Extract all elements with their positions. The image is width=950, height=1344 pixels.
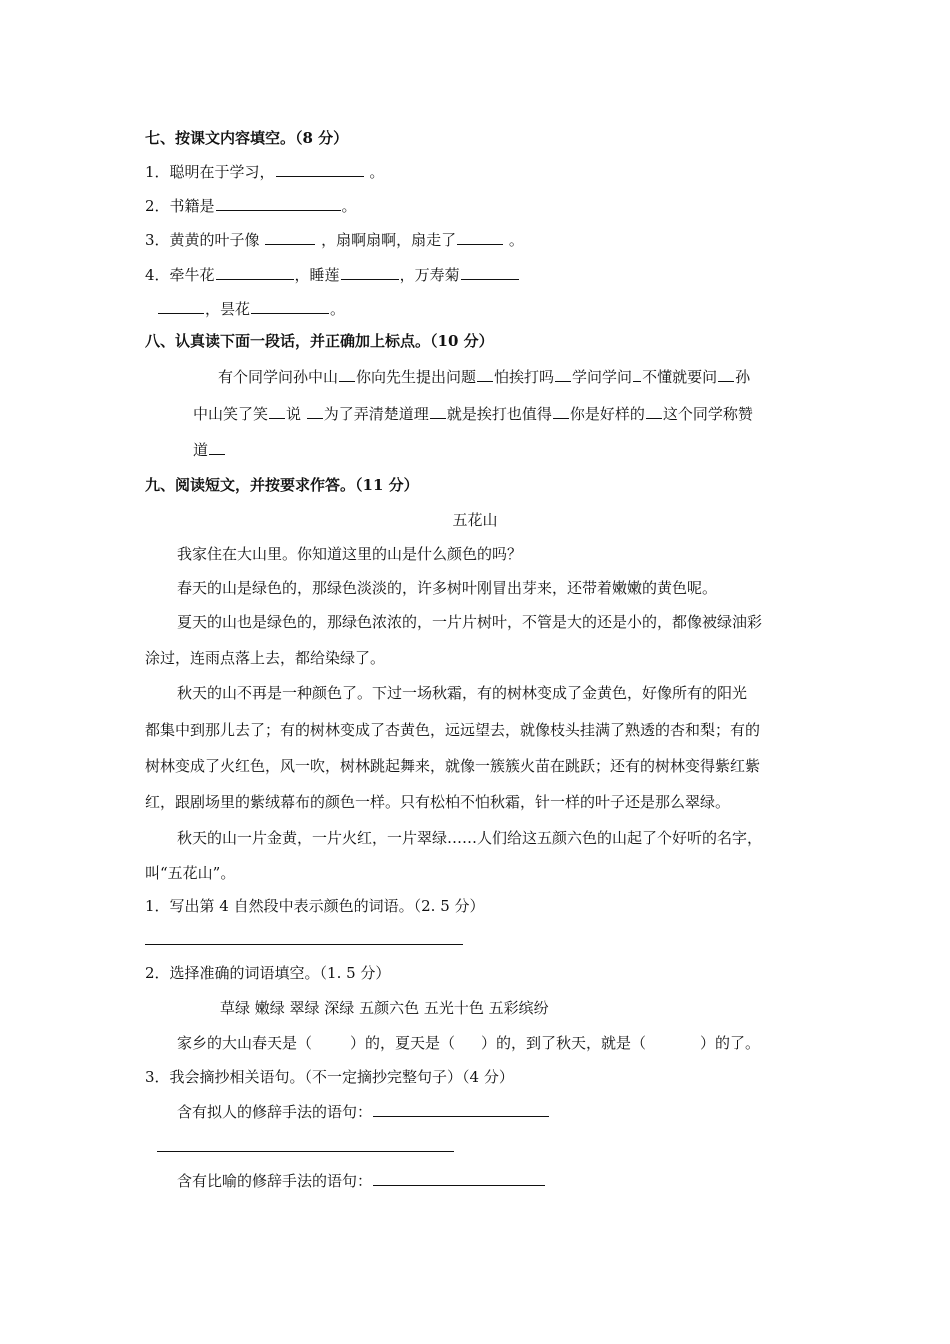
sec7-q4 xyxy=(145,265,520,285)
story-para-5-line-1: 秋天的山一片金黄，一片火红，一片翠绿……人们给这五颜六色的山起了个好听的名字， xyxy=(177,829,763,847)
sec8-seg: 你向先生提出问题 xyxy=(356,368,477,386)
punct: 。 xyxy=(330,300,346,318)
answer-blank[interactable] xyxy=(216,196,341,211)
answer-blank[interactable] xyxy=(265,230,315,245)
punct-blank[interactable] xyxy=(646,404,662,419)
punct-blank[interactable] xyxy=(269,404,285,419)
section-9-title: 九、阅读短文，并按要求作答。（11 分） xyxy=(145,476,419,494)
punct-blank[interactable] xyxy=(209,440,225,455)
sec8-seg: 有个同学问孙中山 xyxy=(218,368,339,386)
sec7-q2 xyxy=(145,196,357,216)
q3-label: 含有拟人的修辞手法的语句： xyxy=(177,1103,373,1121)
answer-blank[interactable] xyxy=(276,162,364,177)
story-para-3-line-1: 夏天的山也是绿色的，那绿色浓浓的，一片片树叶，不管是大的还是小的，都像被绿油彩 xyxy=(177,613,763,631)
sec9-q1: 1．写出第 4 自然段中表示颜色的词语。（2. 5 分） xyxy=(145,897,485,915)
punct: 。 xyxy=(369,163,385,181)
q3-label: 含有比喻的修辞手法的语句： xyxy=(177,1172,373,1190)
punct-blank[interactable] xyxy=(339,367,355,382)
sec8-seg: 说 xyxy=(286,405,306,423)
sec8-seg: 你是好样的 xyxy=(569,405,645,423)
q2-seg: ）的了。 xyxy=(700,1034,761,1052)
answer-blank[interactable] xyxy=(373,1171,545,1186)
q2-seg: 家乡的大山春天是（ xyxy=(177,1034,313,1052)
sec7-q4-b: ，万寿菊 xyxy=(399,266,460,284)
sec8-seg: 孙 xyxy=(735,368,751,386)
sec7-q4-cont xyxy=(157,299,345,319)
answer-blank[interactable] xyxy=(158,299,204,314)
sec9-q2: 2．选择准确的词语填空。（1. 5 分） xyxy=(145,964,391,982)
answer-blank[interactable] xyxy=(216,265,294,280)
sec9-q3-personification xyxy=(177,1102,550,1122)
sec7-q3 xyxy=(145,230,524,250)
punct: 。 xyxy=(341,197,357,215)
sec8-line-2 xyxy=(193,404,753,424)
sec7-q1-text: 1．聪明在于学习， xyxy=(145,163,275,181)
sec8-seg: 道 xyxy=(193,441,209,459)
punct-blank[interactable] xyxy=(430,404,446,419)
punct-blank[interactable] xyxy=(477,367,493,382)
story-para-4-line-2: 都集中到那儿去了；有的树林变成了杏黄色，远远望去，就像枝头挂满了熟透的杏和梨；有的 xyxy=(145,721,761,739)
sec7-q2-text: 2．书籍是 xyxy=(145,197,215,215)
sec8-seg: 为了弄清楚道理 xyxy=(323,405,429,423)
punct-blank[interactable] xyxy=(555,367,571,382)
q2-seg: ）的，到了秋天，就是（ xyxy=(481,1034,647,1052)
sec8-line-3 xyxy=(193,440,226,460)
sec7-q1 xyxy=(145,162,384,182)
sec8-seg: 就是挨打也值得 xyxy=(446,405,552,423)
punct-blank[interactable] xyxy=(553,404,569,419)
answer-line[interactable] xyxy=(145,944,463,945)
sec8-seg: 这个同学称赞 xyxy=(662,405,753,423)
story-para-3-line-2: 涂过，连雨点落上去，都给染绿了。 xyxy=(145,649,386,667)
punct-blank[interactable] xyxy=(633,367,641,382)
sec7-q3-text: 3．黄黄的叶子像 xyxy=(145,231,260,249)
section-7-title: 七、按课文内容填空。（8 分） xyxy=(145,129,349,147)
sec7-q4-text: 4．牵牛花 xyxy=(145,266,215,284)
sec9-q3: 3．我会摘抄相关语句。（不一定摘抄完整句子）（4 分） xyxy=(145,1068,514,1086)
sec7-q4-c: ，昙花 xyxy=(205,300,251,318)
answer-blank[interactable] xyxy=(341,265,399,280)
sec9-q2-sentence xyxy=(177,1033,760,1053)
answer-blank[interactable] xyxy=(373,1102,549,1117)
story-para-4-line-1: 秋天的山不再是一种颜色了。下过一场秋霜，有的树林变成了金黄色，好像所有的阳光 xyxy=(177,684,748,702)
story-para-4-line-3: 树林变成了火红色，风一吹，树林跳起舞来，就像一簇簇火苗在跳跃；还有的树林变得紫红紫 xyxy=(145,757,761,775)
answer-blank[interactable] xyxy=(457,230,503,245)
punct: 。 xyxy=(508,231,524,249)
sec8-line-1 xyxy=(218,367,750,387)
story-para-2: 春天的山是绿色的，那绿色淡淡的，许多树叶刚冒出芽来，还带着嫩嫩的黄色呢。 xyxy=(177,579,718,597)
punct-blank[interactable] xyxy=(307,404,323,419)
section-8-title: 八、认真读下面一段话，并正确加上标点。（10 分） xyxy=(145,332,494,350)
answer-blank[interactable] xyxy=(251,299,329,314)
sec7-q3-mid: ，扇啊扇啊，扇走了 xyxy=(321,231,457,249)
story-title: 五花山 xyxy=(452,511,498,529)
sec8-seg: 怕挨打吗 xyxy=(494,368,555,386)
sec7-q4-a: ，睡莲 xyxy=(294,266,340,284)
sec8-seg: 中山笑了笑 xyxy=(193,405,269,423)
punct-blank[interactable] xyxy=(718,367,734,382)
answer-blank[interactable] xyxy=(461,265,519,280)
story-para-4-line-4: 红，跟剧场里的紫绒幕布的颜色一样。只有松柏不怕秋霜，针一样的叶子还是那么翠绿。 xyxy=(145,793,731,811)
story-para-1: 我家住在大山里。你知道这里的山是什么颜色的吗？ xyxy=(177,545,523,563)
sec8-seg: 不懂就要问 xyxy=(642,368,718,386)
q2-seg: ）的，夏天是（ xyxy=(350,1034,456,1052)
sec9-q3-metaphor xyxy=(177,1171,546,1191)
story-para-5-line-2: 叫“五花山”。 xyxy=(145,864,236,882)
sec9-q2-word-bank: 草绿 嫩绿 翠绿 深绿 五颜六色 五光十色 五彩缤纷 xyxy=(220,999,549,1017)
sec8-seg: 学问学问 xyxy=(572,368,633,386)
answer-line[interactable] xyxy=(157,1151,454,1152)
